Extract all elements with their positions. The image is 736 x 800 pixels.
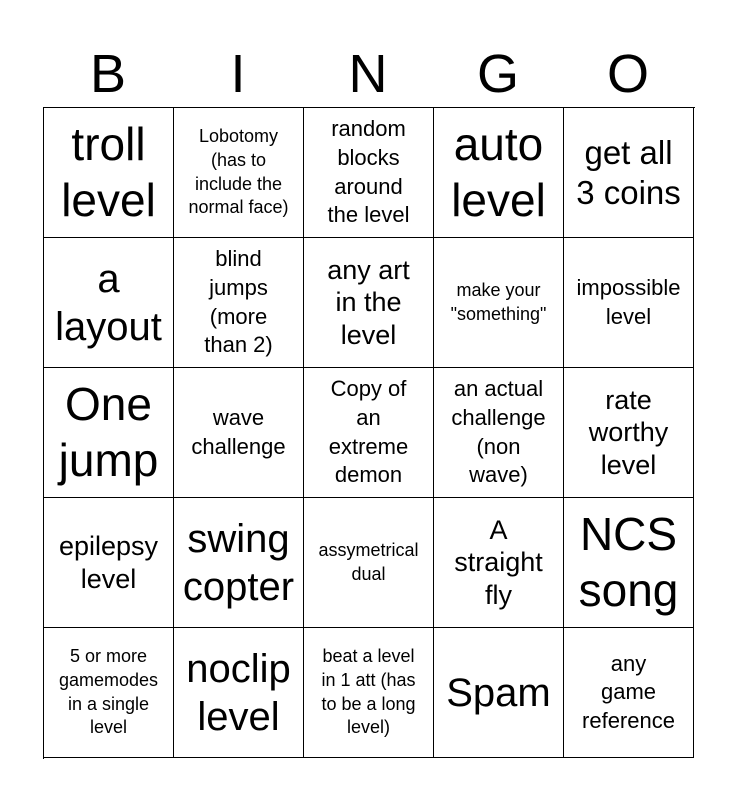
bingo-card-grid — [43, 107, 695, 759]
bingo-cell-text: wave challenge — [191, 404, 286, 459]
bingo-cell[interactable] — [434, 238, 564, 368]
bingo-cell[interactable] — [304, 368, 434, 498]
bingo-cell-text: impossible level — [576, 274, 681, 329]
bingo-cell-text: Spam — [446, 670, 551, 715]
bingo-cell-text: any art in the level — [327, 254, 410, 350]
bingo-cell[interactable] — [564, 498, 694, 628]
bingo-cell[interactable] — [44, 498, 174, 628]
bingo-cell[interactable] — [174, 368, 304, 498]
bingo-cell[interactable] — [564, 238, 694, 368]
bingo-cell-text: troll level — [61, 118, 156, 226]
bingo-cell-text: assymetrical dual — [318, 539, 419, 584]
bingo-cell[interactable] — [44, 238, 174, 368]
bingo-cell-text: A straight fly — [454, 514, 543, 610]
bingo-cell-text: a layout — [55, 256, 162, 349]
bingo-cell-text: noclip level — [186, 646, 291, 739]
header-letter-g: G — [476, 44, 519, 104]
bingo-cell-text: any game reference — [582, 650, 675, 733]
bingo-cell[interactable] — [434, 368, 564, 498]
header-letter-b: B — [89, 44, 127, 104]
bingo-cell[interactable] — [304, 498, 434, 628]
bingo-cell-text: Copy of an extreme demon — [328, 376, 409, 488]
bingo-cell[interactable] — [304, 628, 434, 758]
bingo-cell[interactable] — [174, 108, 304, 238]
bingo-cell[interactable] — [174, 628, 304, 758]
bingo-cell[interactable] — [434, 108, 564, 238]
bingo-cell-text: blind jumps (more than 2) — [204, 246, 273, 358]
bingo-cell-text: NCS song — [578, 508, 679, 616]
bingo-cell[interactable] — [44, 368, 174, 498]
bingo-cell-text: beat a level in 1 att (has to be a long level) — [321, 646, 416, 738]
bingo-cell-text: rate worthy level — [588, 384, 669, 480]
bingo-cell-text: an actual challenge (non wave) — [451, 376, 546, 488]
bingo-cell[interactable] — [564, 628, 694, 758]
bingo-cell-text: epilepsy level — [58, 531, 159, 594]
header-letter-i: I — [230, 44, 246, 104]
bingo-cell[interactable] — [44, 628, 174, 758]
bingo-cell-text: One jump — [58, 378, 159, 486]
bingo-cell[interactable] — [304, 238, 434, 368]
bingo-cell-text: Lobotomy (has to include the normal face) — [188, 126, 289, 218]
bingo-cell-text: random blocks around the level — [327, 116, 410, 228]
bingo-cell-text: get all 3 coins — [576, 133, 681, 211]
bingo-cell[interactable] — [44, 108, 174, 238]
bingo-cell-text: auto level — [451, 118, 546, 226]
bingo-cell-text: swing copter — [182, 516, 295, 609]
bingo-cell[interactable] — [564, 108, 694, 238]
bingo-cell[interactable] — [434, 628, 564, 758]
bingo-header — [43, 40, 693, 108]
bingo-cell-text: 5 or more gamemodes in a single level — [58, 646, 159, 738]
header-letter-n: N — [348, 44, 388, 104]
bingo-cell[interactable] — [434, 498, 564, 628]
bingo-cell[interactable] — [304, 108, 434, 238]
bingo-cell[interactable] — [174, 498, 304, 628]
bingo-cell-text: make your "something" — [450, 279, 547, 324]
header-letter-o: O — [606, 44, 649, 104]
bingo-cell[interactable] — [174, 238, 304, 368]
bingo-cell[interactable] — [564, 368, 694, 498]
